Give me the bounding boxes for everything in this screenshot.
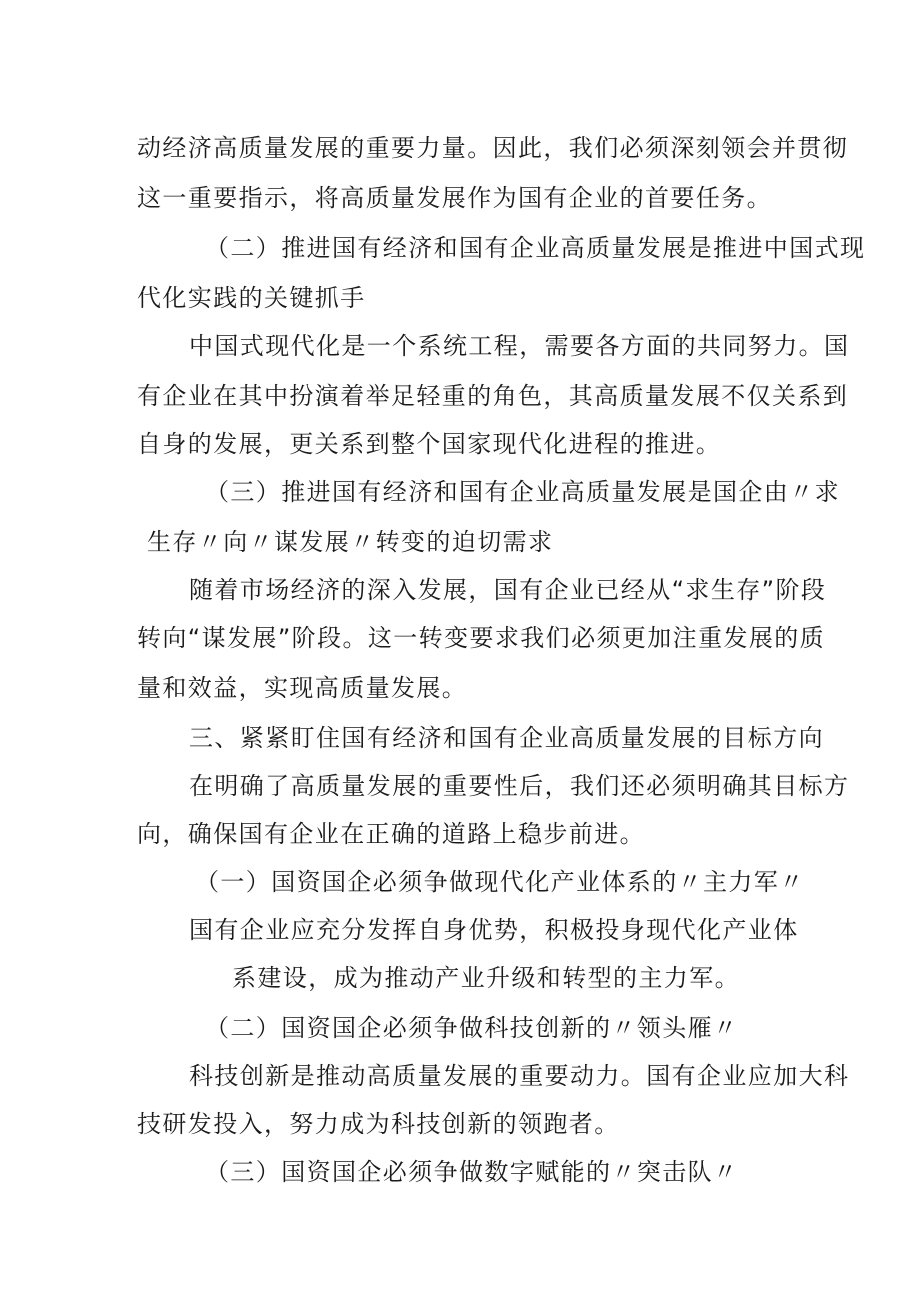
section-heading: （二）推进国有经济和国有企业高质量发展是推进中国式现 — [205, 234, 866, 262]
paragraph-line: 国有企业应充分发挥自身优势，积极投身现代化产业体 — [189, 916, 799, 944]
section-heading: 代化实践的关键抓手 — [137, 284, 366, 312]
paragraph-line: 随着市场经济的深入发展，国有企业已经从“求生存”阶段 — [189, 576, 827, 604]
paragraph-line: 自身的发展，更关系到整个国家现代化进程的推进。 — [137, 430, 722, 458]
paragraph-line: 在明确了高质量发展的重要性后，我们还必须明确其目标方 — [189, 772, 850, 800]
section-heading: 生存〃向〃谋发展〃转变的迫切需求 — [147, 528, 554, 556]
paragraph-line: 向，确保国有企业在正确的道路上稳步前进。 — [137, 820, 645, 848]
section-heading: （三）推进国有经济和国有企业高质量发展是国企由〃求 — [205, 478, 840, 506]
paragraph-line: 技研发投入，努力成为科技创新的领跑者。 — [137, 1110, 620, 1138]
paragraph-line: 中国式现代化是一个系统工程，需要各方面的共同努力。国 — [189, 332, 850, 360]
paragraph-line: 这一重要指示，将高质量发展作为国有企业的首要任务。 — [137, 184, 772, 212]
paragraph-line: 量和效益，实现高质量发展。 — [137, 674, 468, 702]
paragraph-line: 动经济高质量发展的重要力量。因此，我们必须深刻领会并贯彻 — [137, 134, 849, 162]
section-heading: （一）国资国企必须争做现代化产业体系的〃主力军〃 — [195, 868, 805, 896]
section-heading: （三）国资国企必须争做数字赋能的〃突击队〃 — [205, 1158, 739, 1186]
section-heading: （二）国资国企必须争做科技创新的〃领头雁〃 — [205, 1014, 739, 1042]
paragraph-line: 有企业在其中扮演着举足轻重的角色，其高质量发展不仅关系到 — [137, 382, 849, 410]
paragraph-line: 转向“谋发展”阶段。这一转变要求我们必须更加注重发展的质 — [137, 624, 826, 652]
paragraph-line: 科技创新是推动高质量发展的重要动力。国有企业应加大科 — [189, 1062, 850, 1090]
paragraph-line: 系建设，成为推动产业升级和转型的主力军。 — [232, 964, 740, 992]
chapter-heading: 三、紧紧盯住国有经济和国有企业高质量发展的目标方向 — [189, 724, 824, 752]
